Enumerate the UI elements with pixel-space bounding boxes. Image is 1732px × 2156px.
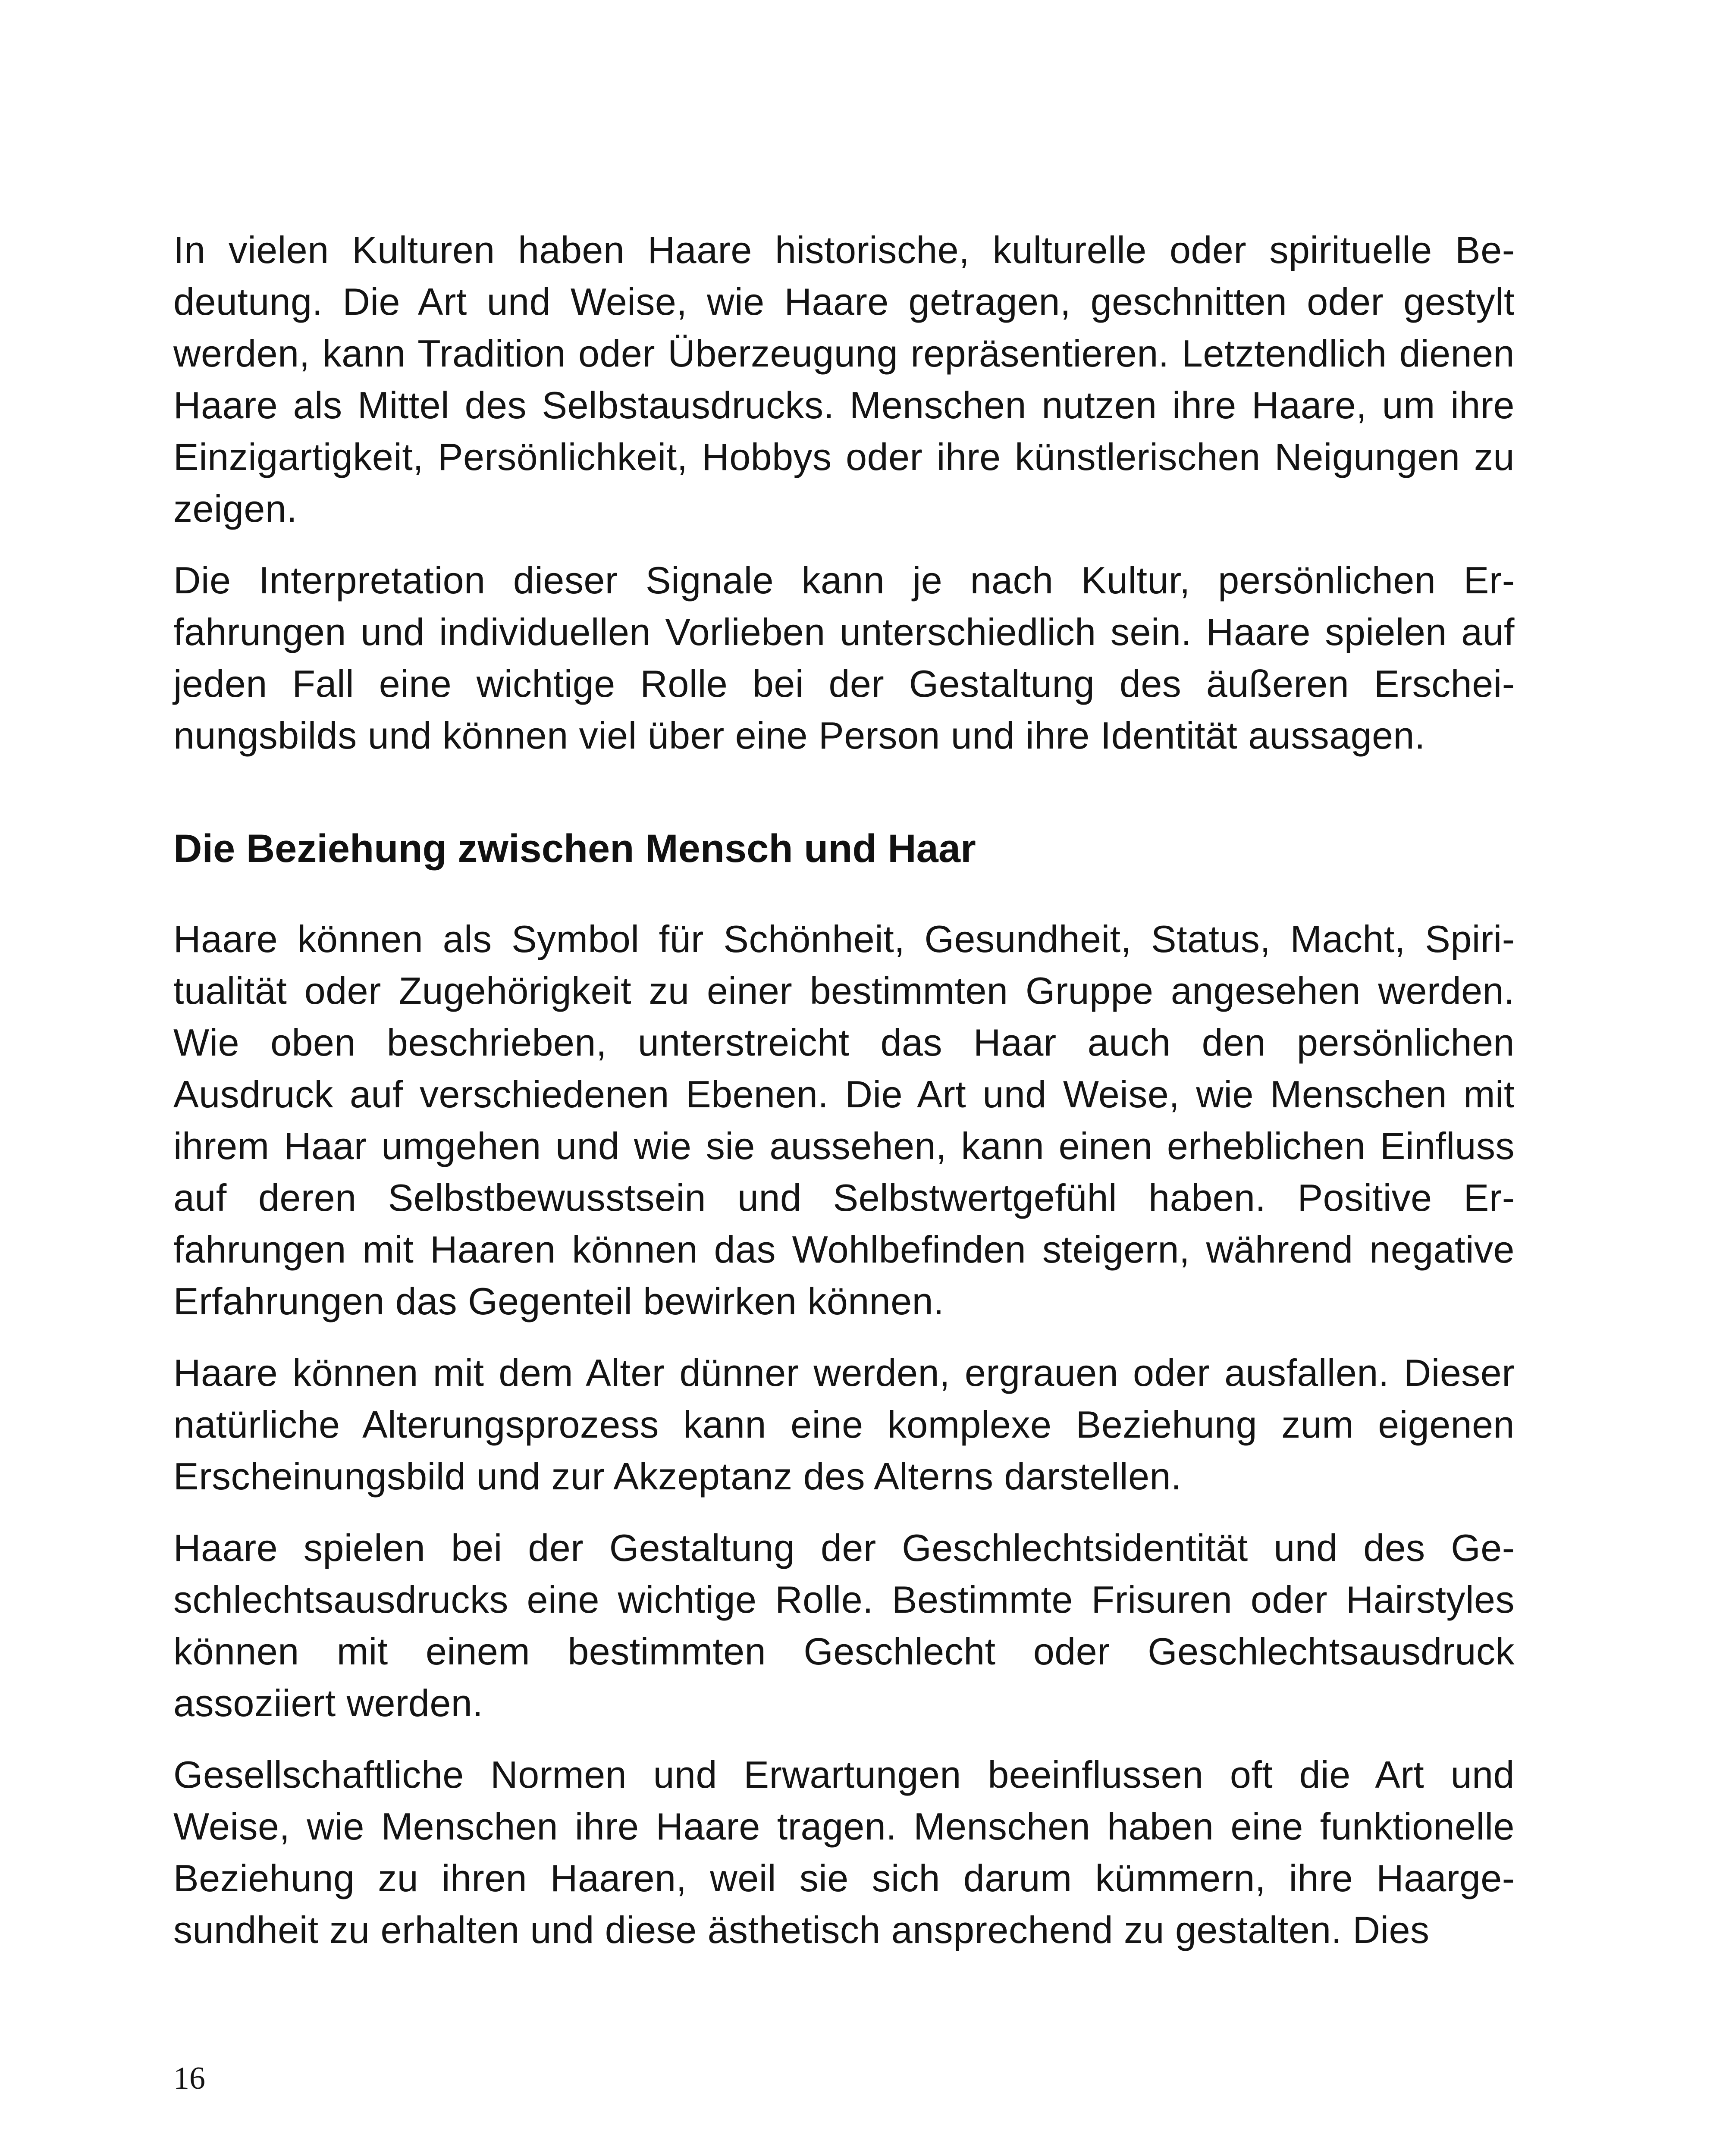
page-body (173, 224, 1515, 1976)
paragraph-cultural-meaning: In vielen Kulturen haben Haare historische, kulturelle oder spirituelle Bedeutung. Die Art und Weise, wie Haare getragen, geschnitten oder gestylt werden, kann Tradition oder Überzeugung repräsentieren. Letztendlich dienen Haare als Mittel des Selbstausdrucks. Menschen nutzen ihre Haare, um ihre Einzigartigkeit, Persönlichkeit, Hobbys oder ihre künstlerischen Neigungen zu zeigen. (173, 229, 1515, 530)
section-heading: Die Beziehung zwischen Mensch und Haar (173, 827, 976, 871)
page-number: 16 (173, 2061, 205, 2096)
paragraph-interpretation: Die Interpretation dieser Signale kann je nach Kultur, persönlichen Erfahrungen und individuellen Vorlieben unterschiedlich sein. Haare spielen auf jeden Fall eine wichtige Rolle bei der Gestaltung des äußeren Erscheinungsbilds und können viel über eine Person und ihre Identität aussagen. (173, 559, 1515, 757)
paragraph-gender-identity: Haare spielen bei der Gestaltung der Geschlechtsidentität und des Geschlechtsausdrucks eine wichtige Rolle. Bestimmte Frisuren oder Hairstyles können mit einem bestimmten Geschlecht oder Geschlechtsausdruck assoziiert werden. (173, 1526, 1515, 1724)
paragraph-aging: Haare können mit dem Alter dünner werden, ergrauen oder ausfallen. Dieser natürliche Alterungsprozess kann eine komplexe Beziehung zum eigenen Erscheinungsbild und zur Akzeptanz des Alterns darstellen. (173, 1351, 1515, 1498)
paragraph-social-norms: Gesellschaftliche Normen und Erwartungen beeinflussen oft die Art und Weise, wie Menschen ihre Haare tragen. Menschen haben eine funktionelle Beziehung zu ihren Haaren, weil sie sich darum kümmern, ihre Haargesundheit zu erhalten und diese ästhetisch ansprechend zu gestalten. Dies (173, 1753, 1515, 1951)
paragraph-symbolism: Haare können als Symbol für Schönheit, Gesundheit, Status, Macht, Spiritualität oder Zugehörigkeit zu einer bestimmten Gruppe angesehen werden. Wie oben beschrieben, unterstreicht das Haar auch den persönlichen Ausdruck auf verschiedenen Ebenen. Die Art und Weise, wie Menschen mit ihrem Haar umgehen und wie sie aussehen, kann einen erheblichen Einfluss auf deren Selbstbewusstsein und Selbstwertgefühl haben. Positive Erfahrungen mit Haaren können das Wohlbefinden steigern, während negative Erfahrungen das Gegenteil bewirken können. (173, 918, 1515, 1322)
